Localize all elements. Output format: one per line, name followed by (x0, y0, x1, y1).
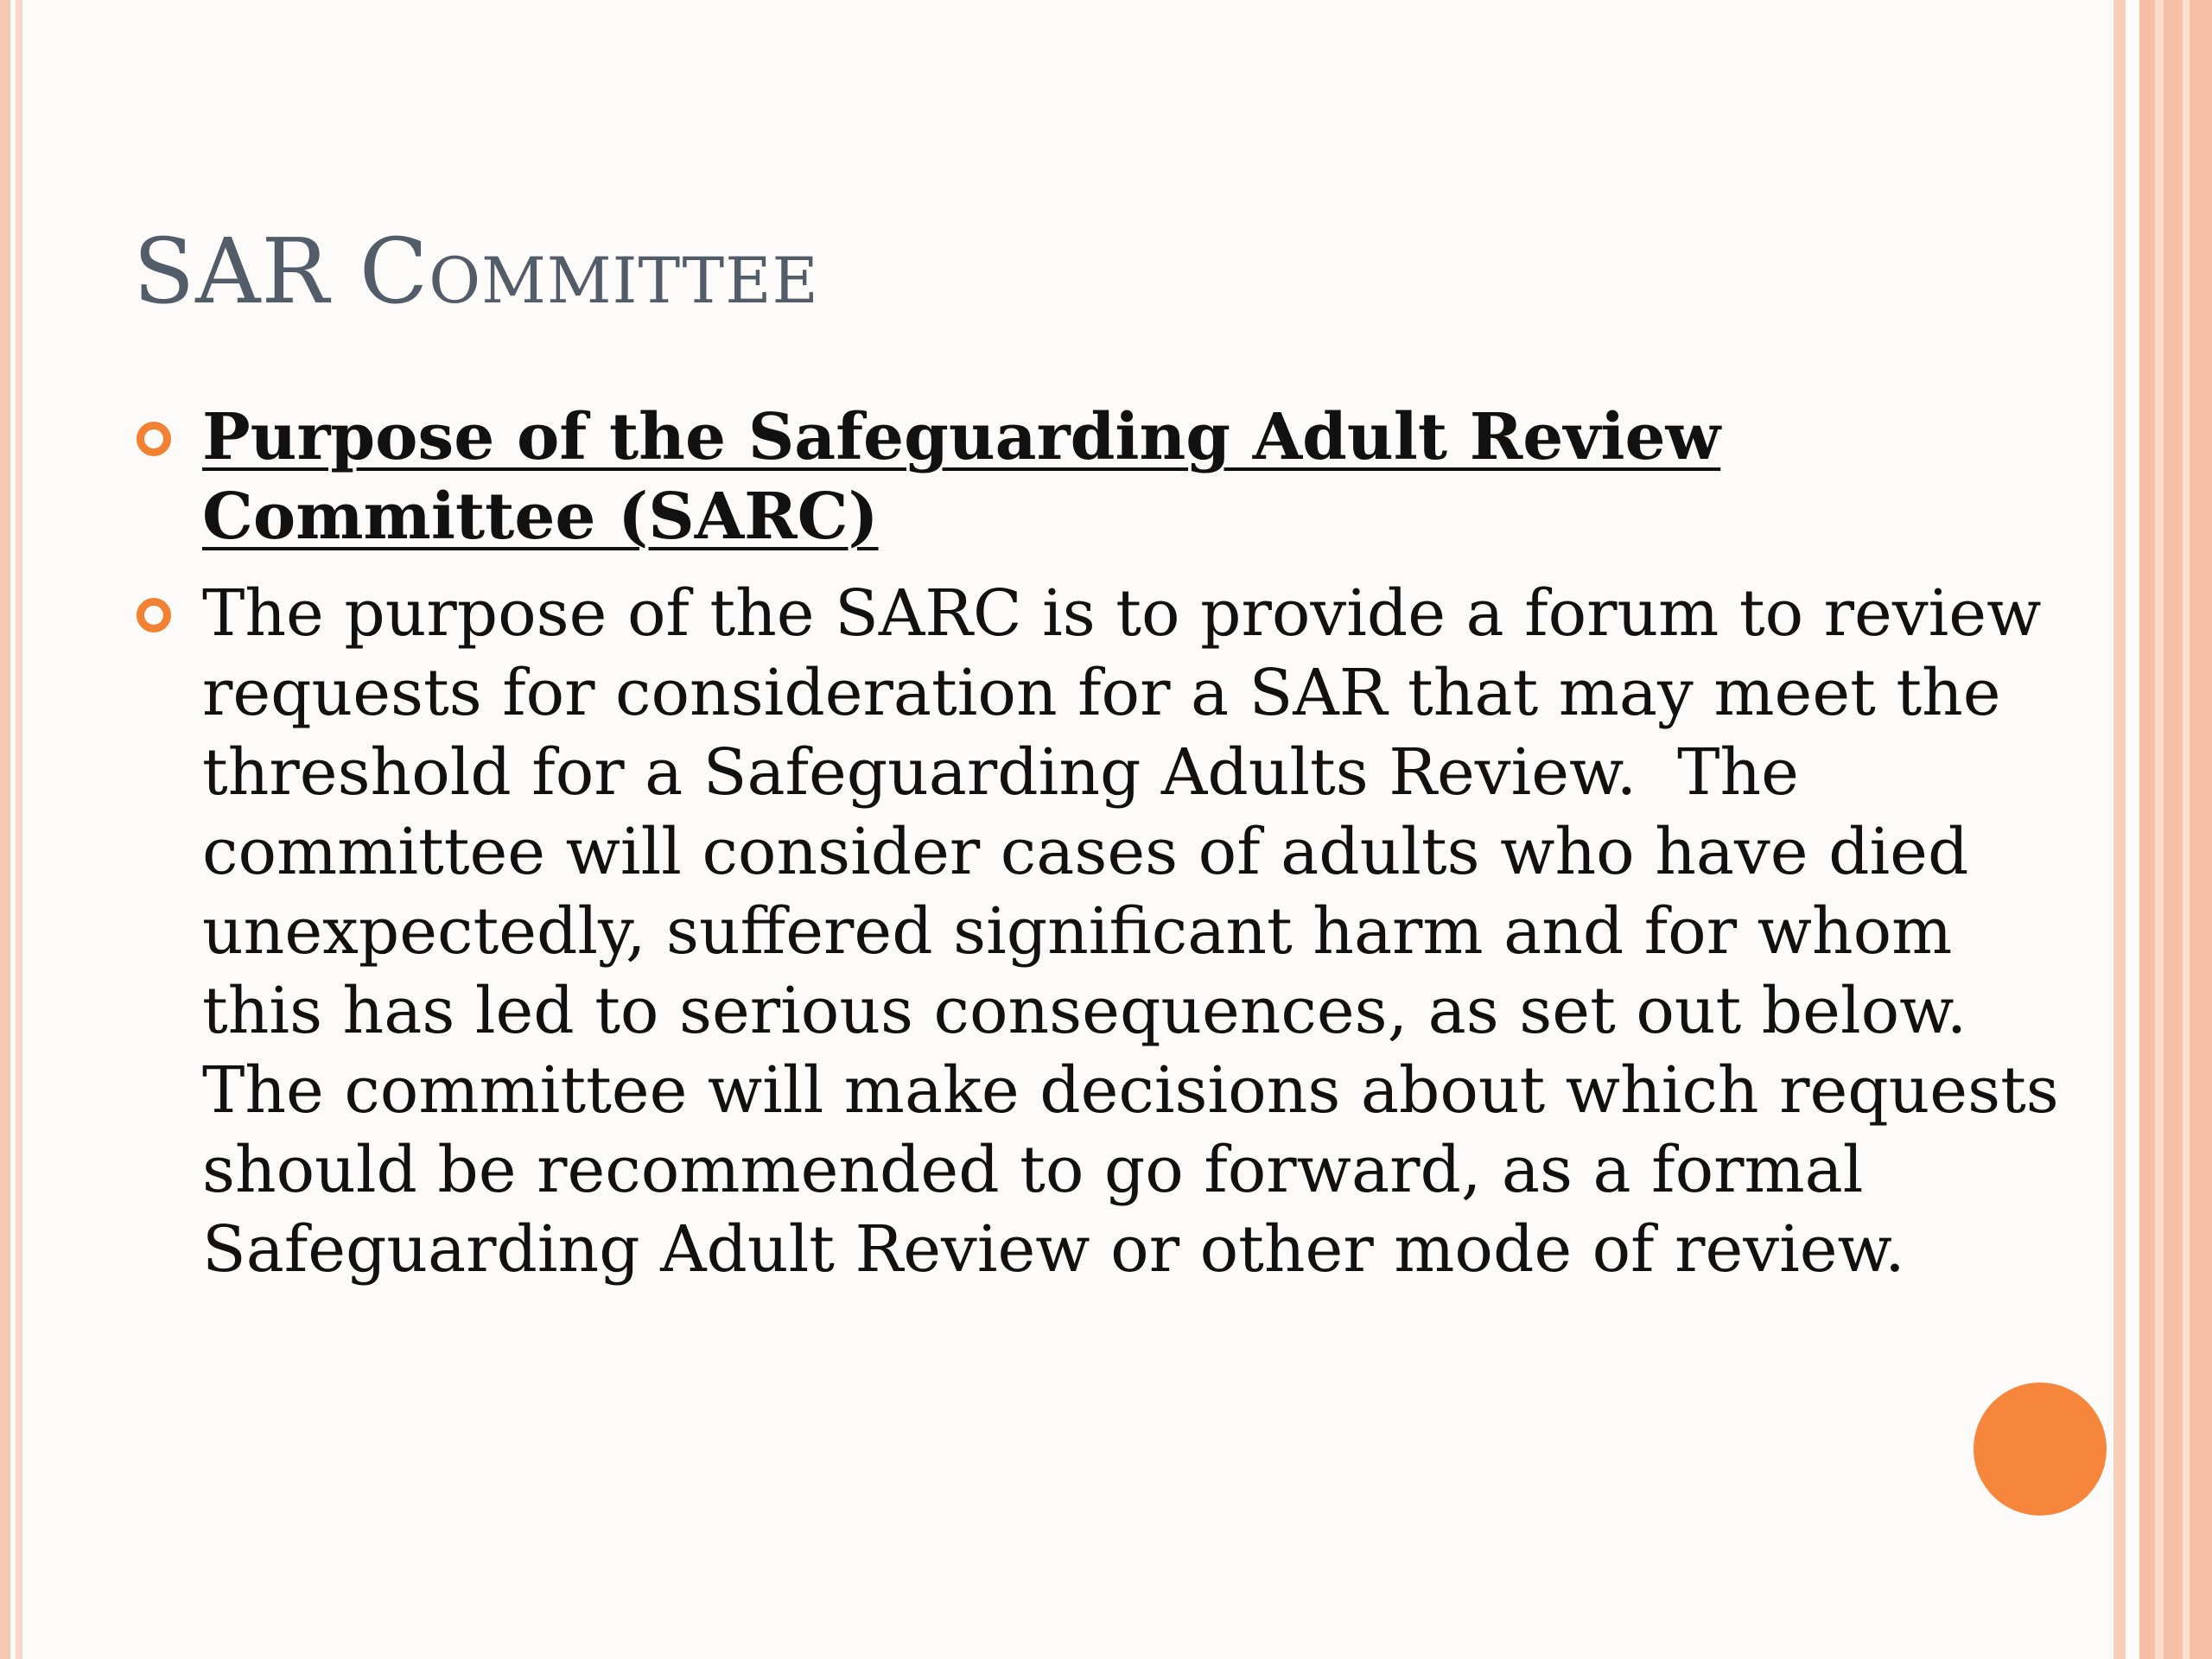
bullet-item-body (130, 574, 2080, 1289)
bullet-ring-icon (137, 598, 171, 632)
left-border-stripe-inner (16, 0, 22, 1659)
slide-title: SAR Committee (133, 219, 819, 324)
decorative-circle (1974, 1382, 2107, 1516)
right-border-stripe (2113, 0, 2126, 1659)
bullet-ring-icon (137, 422, 171, 456)
right-border-band-line-outer (2183, 0, 2190, 1659)
left-border-stripe (0, 0, 10, 1659)
right-border-band-line (2155, 0, 2164, 1659)
bullet-item-heading (130, 397, 2065, 556)
bullet-heading-text: Purpose of the Safeguarding Adult Review Committee (SARC) (202, 400, 1721, 554)
bullet-body-text: The purpose of the SARC is to provide a forum to review requests for consideration for a SAR that may meet the threshold for a Safeguarding Adults Review. The committee will consider cases of adults who have died unexpectedly, suffered significant harm and for whom this has led to serious consequences, as set out below. The committee will make decisions about which requests should be recommended to go forward, as a formal Safeguarding Adult Review or other mode of review. (202, 576, 2080, 1287)
bullet-list (130, 397, 2080, 1289)
right-border-band (2139, 0, 2212, 1659)
